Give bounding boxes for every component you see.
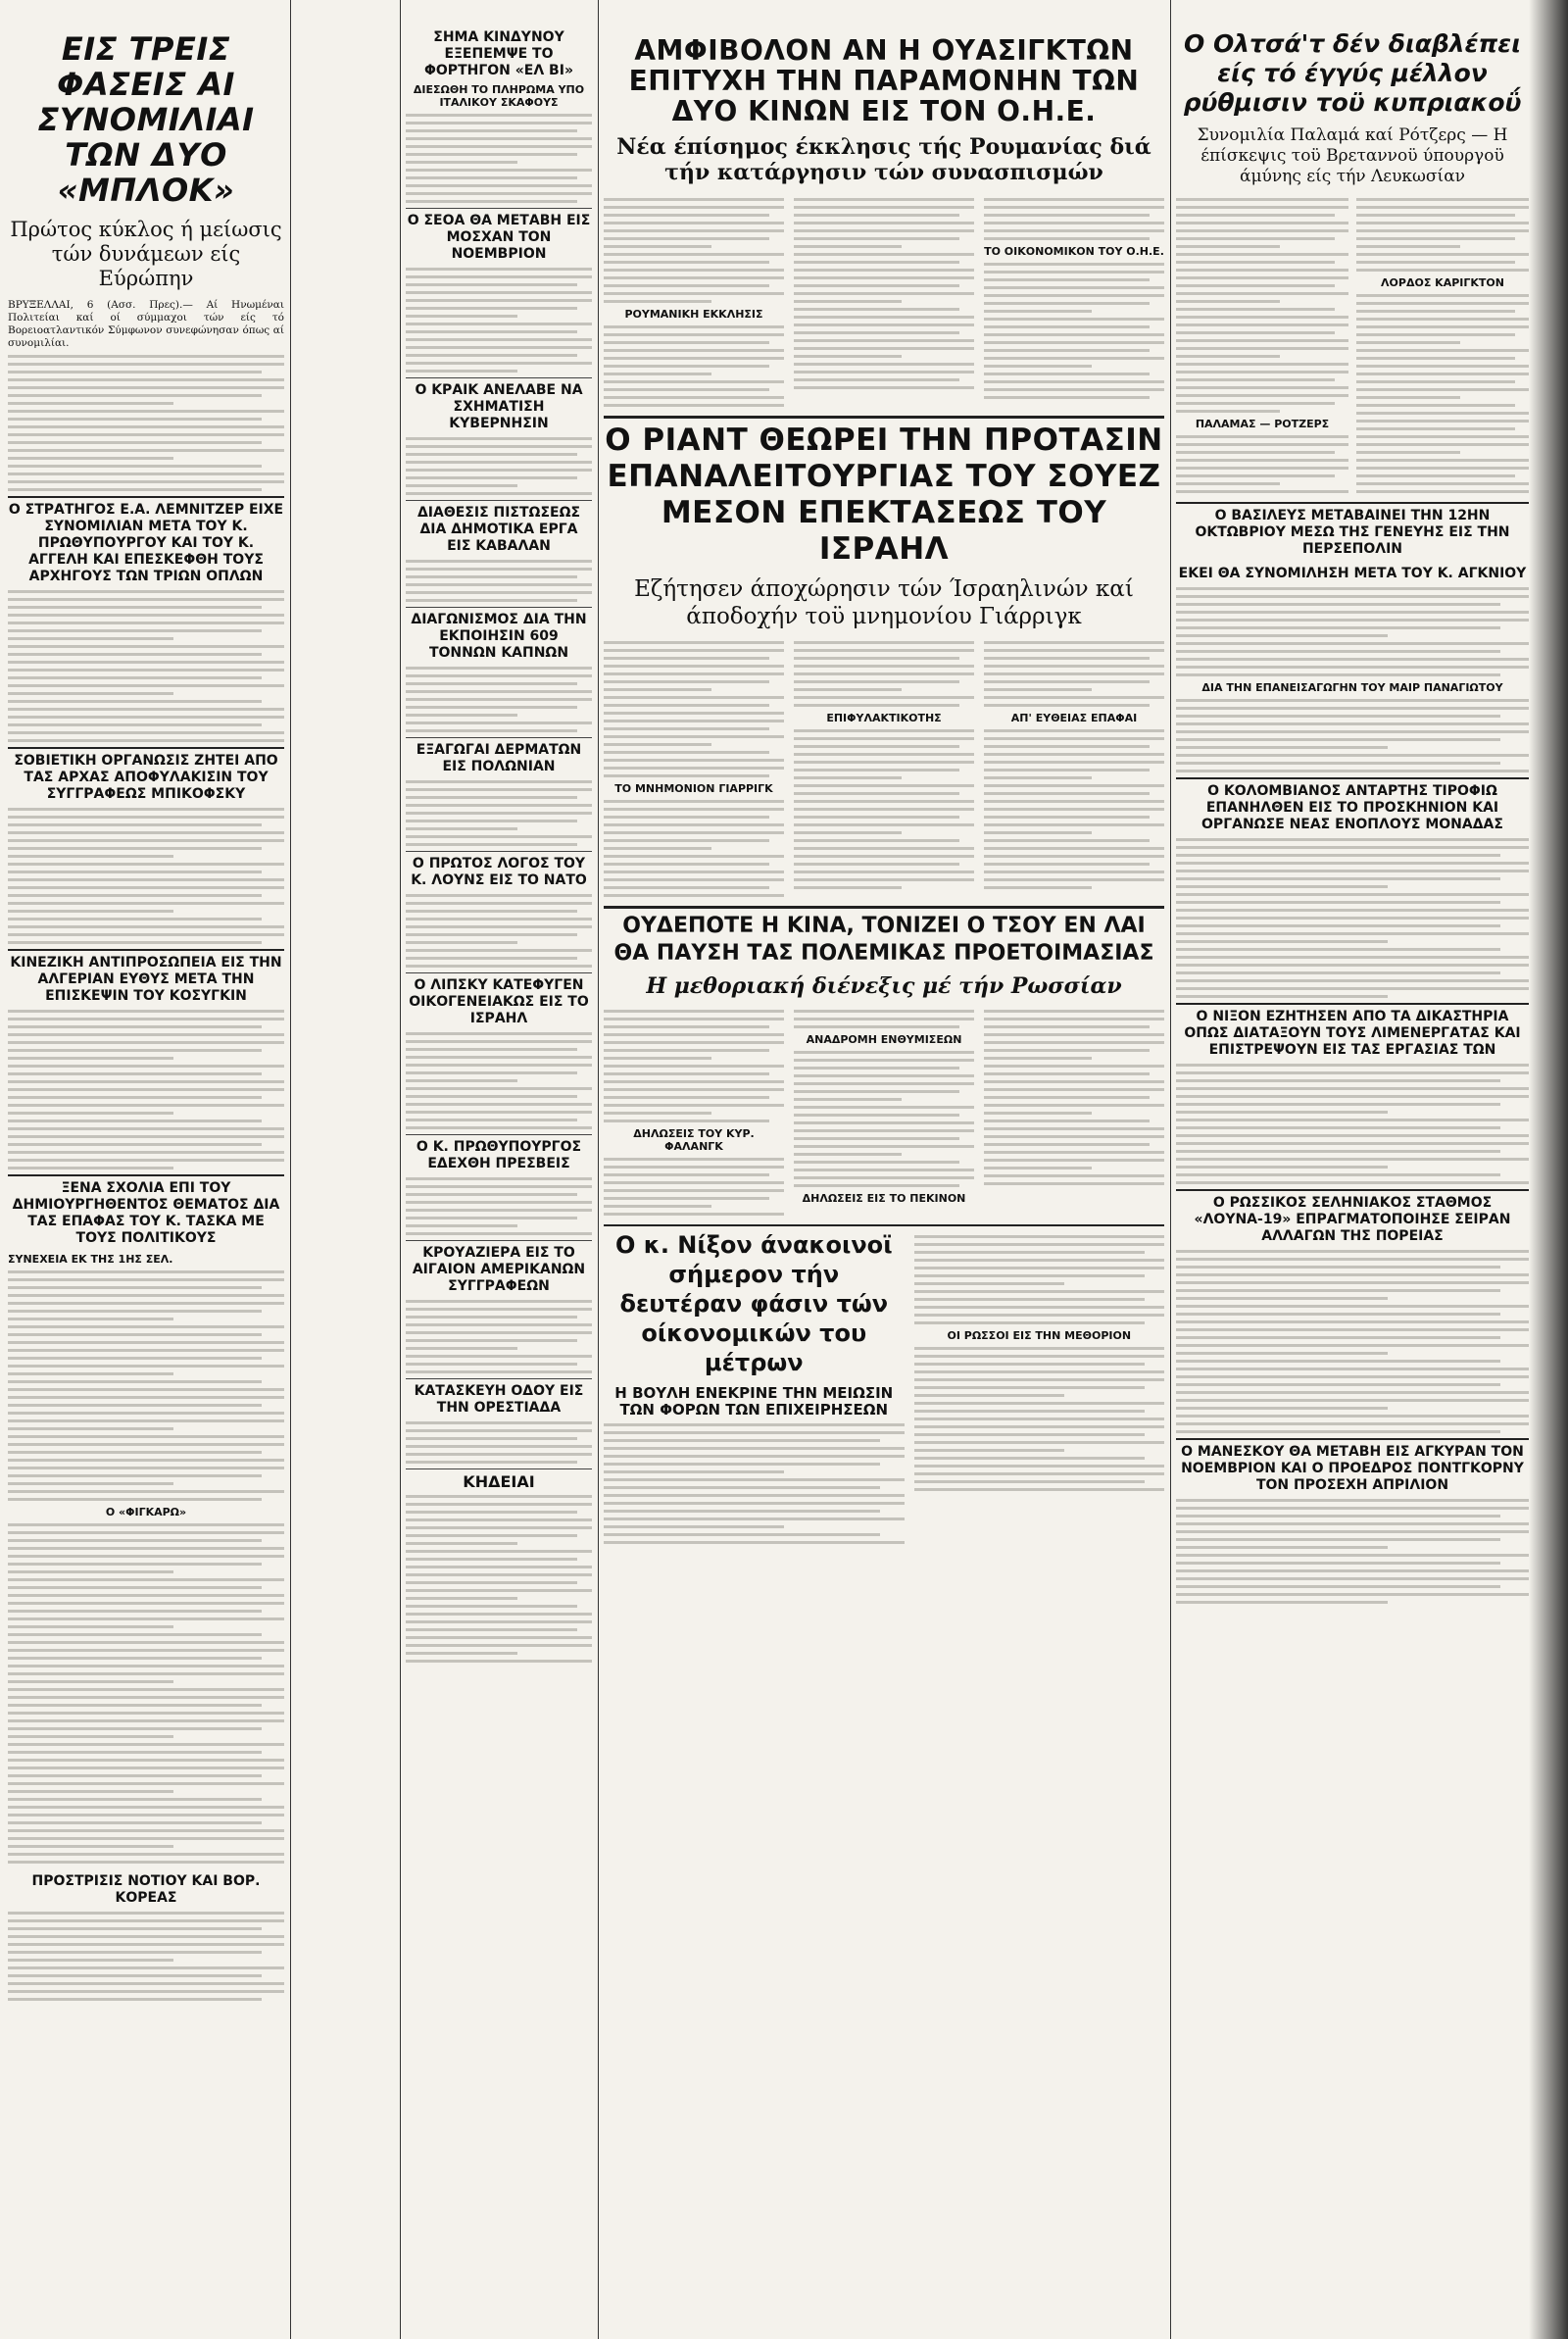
center-sub-peking: ΔΗΛΩΣΕΙΣ ΕΙΣ ΤΟ ΠΕΚΙΝΟΝ	[802, 1192, 966, 1205]
col1-heading-china-algeria: ΚΙΝΕΖΙΚΗ ΑΝΤΙΠΡΟΣΩΠΕΙΑ ΕΙΣ ΤΗΝ ΑΛΓΕΡΙΑΝ ΕΥΘΥΣ ΜΕΤΑ ΤΗΝ ΕΠΙΣΚΕΨΙΝ ΤΟΥ ΚΟΣΥΓΚΙΝ	[10, 955, 282, 1004]
col1-heading-soviet: ΣΟΒΙΕΤΙΚΗ ΟΡΓΑΝΩΣΙΣ ΖΗΤΕΙ ΑΠΟ ΤΑΣ ΑΡΧΑΣ ΑΠΟΦΥΛΑΚΙΣΙΝ ΤΟΥ ΣΥΓΓΡΑΦΕΩΣ ΜΠΙΚΟΦΣΚΥ	[14, 753, 278, 802]
text-block	[8, 590, 284, 742]
text-block	[8, 1912, 284, 2001]
figaro-label: Ο «ΦΙΓΚΑΡΩ»	[105, 1506, 187, 1518]
text-block	[8, 1523, 284, 1864]
center-nixon-headline: Ο κ. Νίξον άνακοινοϊ σήμερον τήν δευτέραν φάσιν τών οίκονομικών του μέτρων	[615, 1231, 893, 1376]
text-block	[406, 560, 592, 602]
divider	[8, 949, 284, 951]
col2-heading-kraik: Ο ΚΡΑΙΚ ΑΝΕΛΑΒΕ ΝΑ ΣΧΗΜΑΤΙΣΗ ΚΥΒΕΡΝΗΣΙΝ	[415, 382, 583, 431]
text-block	[604, 325, 784, 407]
text-block	[794, 1051, 974, 1187]
column-rule	[598, 0, 599, 2339]
center-sub-russians-border: ΟΙ ΡΩΣΣΟΙ ΕΙΣ ΤΗΝ ΜΕΘΟΡΙΟΝ	[947, 1329, 1132, 1342]
text-block	[406, 1300, 592, 1373]
center-banner-china: ΟΥΔΕΠΟΤΕ Η ΚΙΝΑ, ΤΟΝΙΖΕΙ Ο ΤΣΟΥ ΕΝ ΛΑΙ ΘΑ ΠΑΥΣΗ ΤΑΣ ΠΟΛΕΜΙΚΑΣ ΠΡΟΕΤΟΙΜΑΣΙΑΣ	[613, 914, 1154, 966]
column-3	[406, 0, 592, 2339]
right-heading-colombia: Ο ΚΟΛΟΜΒΙΑΝΟΣ ΑΝΤΑΡΤΗΣ ΤΙΡΟΦΙΩ ΕΠΑΝΗΛΘΕΝ ΕΙΣ ΤΟ ΠΡΟΣΚΗΝΙΟΝ ΚΑΙ ΟΡΓΑΝΩΣΕ ΝΕΑΣ ΕΝΟΠΛΟΥΣ ΜΟΝΑΔΑΣ	[1201, 783, 1503, 832]
right-sub-carrington: ΛΟΡΔΟΣ ΚΑΡΙΓΚΤΟΝ	[1381, 276, 1504, 289]
text-block	[914, 1347, 1164, 1491]
divider	[1176, 1438, 1529, 1440]
center-sub-romanian-appeal: ΡΟΥΜΑΝΙΚΗ ΕΚΚΛΗΣΙΣ	[624, 308, 763, 321]
center-banner-riad-sub: Εζήτησεν άποχώρησιν τών Ίσραηλινών καί άποδοχήν τοϋ μνημονίου Γιάρριγκ	[634, 576, 1134, 629]
column-2	[296, 0, 394, 2339]
col2-heading-seoa: Ο ΣΕΟΑ ΘΑ ΜΕΤΑΒΗ ΕΙΣ ΜΟΣΧΑΝ ΤΟΝ ΝΟΕΜΒΡΙΟΝ	[407, 213, 591, 262]
right-heading-dockers: Ο ΝΙΞΟΝ ΕΖΗΤΗΣΕΝ ΑΠΟ ΤΑ ΔΙΚΑΣΤΗΡΙΑ ΟΠΩΣ ΔΙΑΤΑΞΟΥΝ ΤΟΥΣ ΛΙΜΕΝΕΡΓΑΤΑΣ ΚΑΙ ΕΠΙΣΤΡΕΨΟΥΝ ΕΙΣ ΤΑΣ ΕΡΓΑΣΙΑΣ ΤΩΝ	[1184, 1009, 1521, 1058]
text-block	[794, 198, 974, 389]
text-block	[604, 800, 784, 897]
col2-heading-distress: ΣΗΜΑ ΚΙΝΔΥΝΟΥ ΕΞΕΠΕΜΨΕ ΤΟ ΦΟΡΤΗΓΟΝ «ΕΛ ΒΙ»	[424, 29, 573, 78]
center-sub-memorandum: ΤΟ ΜΝΗΜΟΝΙΟΝ ΓΙΑΡΡΙΓΚ	[614, 782, 773, 795]
col1-heading-lemnitzer: Ο ΣΤΡΑΤΗΓΟΣ Ε.Α. ΛΕΜΝΙΤΖΕΡ ΕΙΧΕ ΣΥΝΟΜΙΛΙΑΝ ΜΕΤΑ ΤΟΥ Κ. ΠΡΩΘΥΠΟΥΡΓΟΥ ΚΑΙ ΤΟΥ Κ. ΑΓΓΕΛΗ ΚΑΙ ΕΠΕΣΚΕΦΘΗ ΤΟΥΣ ΑΡΧΗΓΟΥΣ ΤΩΝ ΤΡΙΩΝ ΟΠΛΩΝ	[8, 502, 284, 584]
center-sub-un-finances: ΤΟ ΟΙΚΟΝΟΜΙΚΟΝ ΤΟΥ Ο.Η.Ε.	[984, 245, 1164, 258]
text-block	[8, 1010, 284, 1170]
center-banner-china-sub: Η μεθοριακή διένεξις μέ τήν Ρωσσίαν	[646, 973, 1122, 999]
column-rule	[1170, 0, 1171, 2339]
col1-heading-foreign-comments: ΞΕΝΑ ΣΧΟΛΙΑ ΕΠΙ ΤΟΥ ΔΗΜΙΟΥΡΓΗΘΕΝΤΟΣ ΘΕΜΑΤΟΣ ΔΙΑ ΤΑΣ ΕΠΑΦΑΣ ΤΟΥ Κ. ΤΑΣΚΑ ΜΕ ΤΟΥΣ ΠΟΛΙΤΙΚΟΥΣ	[12, 1180, 280, 1246]
center-banner-riad: Ο ΡΙΑΝΤ ΘΕΩΡΕΙ ΤΗΝ ΠΡΟΤΑΣΙΝ ΕΠΑΝΑΛΕΙΤΟΥΡΓΙΑΣ ΤΟΥ ΣΟΥΕΖ ΜΕΣΟΝ ΕΠΕΚΤΑΣΕΩΣ ΤΟΥ ΙΣΡΑΗΛ	[605, 423, 1163, 567]
right-heading-luna19: Ο ΡΩΣΣΙΚΟΣ ΣΕΛΗΝΙΑΚΟΣ ΣΤΑΘΜΟΣ «ΛΟΥΝΑ-19» ΕΠΡΑΓΜΑΤΟΠΟΙΗΣΕ ΣΕΙΡΑΝ ΑΛΛΑΓΩΝ ΤΗΣ ΠΟΡΕΙΑΣ	[1194, 1195, 1511, 1244]
col1-heading-korea: ΠΡΟΣΤΡΙΣΙΣ ΝΟΤΙΟΥ ΚΑΙ ΒΟΡ. ΚΟΡΕΑΣ	[31, 1873, 261, 1906]
continuation-label: ΣΥΝΕΧΕΙΑ ΕΚ ΤΗΣ 1ΗΣ ΣΕΛ.	[8, 1253, 173, 1266]
text-block	[1176, 587, 1529, 676]
center-headline: ΑΜΦΙΒΟΛΟΝ ΑΝ Η ΟΥΑΣΙΓΚΤΩΝ ΕΠΙΤΥΧΗ ΤΗΝ ΠΑΡΑΜΟΝΗΝ ΤΩΝ ΔΥΟ ΚΙΝΩΝ ΕΙΣ ΤΟΝ Ο.Η.Ε.	[628, 34, 1140, 127]
right-sub-palamas: ΠΑΛΑΜΑΣ — ΡΟΤΖΕΡΣ	[1195, 418, 1330, 430]
col2-heading-leather: ΕΞΑΓΩΓΑΙ ΔΕΡΜΑΤΩΝ ΕΙΣ ΠΟΛΩΝΙΑΝ	[416, 742, 582, 774]
col2-heading-kavala: ΔΙΑΘΕΣΙΣ ΠΙΣΤΩΣΕΩΣ ΔΙΑ ΔΗΜΟΤΙΚΑ ΕΡΓΑ ΕΙΣ ΚΑΒΑΛΑΝ	[416, 505, 581, 554]
text-block	[794, 641, 974, 707]
col2-heading-pm-ambassadors: Ο Κ. ΠΡΩΘΥΠΟΥΡΓΟΣ ΕΔΕΧΘΗ ΠΡΕΣΒΕΙΣ	[416, 1139, 582, 1171]
text-block	[794, 1010, 974, 1028]
col2-heading-cruise: ΚΡΟΥΑΖΙΕΡΑ ΕΙΣ ΤΟ ΑΙΓΑΙΟΝ ΑΜΕΡΙΚΑΝΩΝ ΣΥΓΓΡΑΦΕΩΝ	[412, 1245, 586, 1294]
col1-subheadline: Πρώτος κύκλος ή μείωσις τών δυνάμεων είς Εύρώπην	[10, 218, 282, 290]
center-sub-falang: ΔΗΛΩΣΕΙΣ ΤΟΥ ΚΥΡ. ΦΑΛΑΝΓΚ	[633, 1127, 755, 1153]
col2-heading-funerals: ΚΗΔΕΙΑΙ	[463, 1472, 535, 1491]
divider	[8, 747, 284, 749]
center-sub-memories: ΑΝΑΔΡΟΜΗ ΕΝΘΥΜΙΣΕΩΝ	[806, 1033, 962, 1046]
text-block	[604, 198, 784, 303]
col2-heading-luns: Ο ΠΡΩΤΟΣ ΛΟΓΟΣ ΤΟΥ Κ. ΛΟΥΝΣ ΕΙΣ ΤΟ ΝΑΤΟ	[411, 856, 587, 888]
divider	[1176, 502, 1529, 504]
right-sub-panagiotou: ΔΙΑ ΤΗΝ ΕΠΑΝΕΙΣΑΓΩΓΗΝ ΤΟΥ ΜΑΙΡ ΠΑΝΑΓΙΩΤΟΥ	[1201, 681, 1503, 694]
text-block	[406, 894, 592, 968]
page-edge-shadow	[1529, 0, 1568, 2339]
right-subheadline: Συνομιλία Παλαμά καί Ρότζερς — Η έπίσκεψις τοϋ Βρεταννοϋ ύπουργοϋ άμύνης είς τήν Λευκωσίαν	[1197, 125, 1508, 186]
col1-dateline: ΒΡΥΞΕΛΛΑΙ, 6 (Ασσ. Πρες).— Αί Ηνωμέναι Πολιτείαι καί οί σύμμαχοι τών είς τό Βορειοατλαντικόν Σύμφωνον συνεφώνησαν όπως αί συνομιλίαι.	[8, 299, 284, 349]
text-block	[1356, 294, 1529, 493]
text-block	[604, 641, 784, 777]
text-block	[794, 729, 974, 889]
text-block	[406, 114, 592, 203]
text-block	[406, 1177, 592, 1235]
text-block	[984, 263, 1164, 399]
text-block	[604, 1010, 784, 1122]
col2-heading-tobacco: ΔΙΑΓΩΝΙΣΜΟΣ ΔΙΑ ΤΗΝ ΕΚΠΟΙΗΣΙΝ 609 ΤΟΝΝΩΝ ΚΑΠΝΩΝ	[411, 612, 587, 661]
text-block	[406, 1495, 592, 1663]
column-rule	[400, 0, 401, 2339]
center-subheadline: Νέα έπίσημος έκκλησις τής Ρουμανίας διά τήν κατάργησιν τών συνασπισμών	[616, 134, 1152, 185]
text-block	[1176, 435, 1348, 493]
text-block	[406, 1421, 592, 1464]
text-block	[8, 808, 284, 944]
center-nixon-sub: Η ΒΟΥΛΗ ΕΝΕΚΡΙΝΕ ΤΗΝ ΜΕΙΩΣΙΝ ΤΩΝ ΦΟΡΩΝ ΤΩΝ ΕΠΙΧΕΙΡΗΣΕΩΝ	[614, 1384, 894, 1418]
text-block	[1176, 838, 1529, 998]
center-sub-caution: ΕΠΙΦΥΛΑΚΤΙΚΟΤΗΣ	[826, 712, 942, 724]
right-headline: Ο Ολτσά'τ δέν διαβλέπει είς τό έγγύς μέλλον ρύθμισιν τοϋ κυπριακοΰ	[1183, 29, 1522, 117]
text-block	[604, 1423, 905, 1544]
right-heading-king: Ο ΒΑΣΙΛΕΥΣ ΜΕΤΑΒΑΙΝΕΙ ΤΗΝ 12ΗΝ ΟΚΤΩΒΡΙΟΥ ΜΕΣΩ ΤΗΣ ΓΕΝΕΥΗΣ ΕΙΣ ΤΗΝ ΠΕΡΣΕΠΟΛΙΝ	[1195, 508, 1510, 557]
col2-heading-lipsky: Ο ΛΙΠΣΚΥ ΚΑΤΕΦΥΓΕΝ ΟΙΚΟΓΕΝΕΙΑΚΩΣ ΕΙΣ ΤΟ ΙΣΡΑΗΛ	[409, 977, 589, 1026]
center-section	[604, 0, 1164, 2339]
divider	[8, 1174, 284, 1176]
right-heading-agnew: ΕΚΕΙ ΘΑ ΣΥΝΟΜΙΛΗΣΗ ΜΕΤΑ ΤΟΥ Κ. ΑΓΚΝΙΟΥ	[1178, 566, 1527, 581]
column-right	[1176, 0, 1529, 2339]
text-block	[406, 667, 592, 732]
divider	[1176, 777, 1529, 779]
col1-headline: ΕΙΣ ΤΡΕΙΣ ΦΑΣΕΙΣ ΑΙ ΣΥΝΟΜΙΛΙΑΙ ΤΩΝ ΔΥΟ «ΜΠΛΟΚ»	[37, 30, 255, 209]
text-block	[984, 641, 1164, 707]
text-block	[984, 1010, 1164, 1185]
text-block	[604, 1158, 784, 1216]
text-block	[406, 1032, 592, 1129]
text-block	[8, 1270, 284, 1501]
text-block	[1176, 1499, 1529, 1604]
divider	[604, 1224, 1164, 1226]
col2-heading-road: ΚΑΤΑΣΚΕΥΗ ΟΔΟΥ ΕΙΣ ΤΗΝ ΟΡΕΣΤΙΑΔΑ	[414, 1383, 584, 1416]
center-sub-direct-contacts: ΑΠ' ΕΥΘΕΙΑΣ ΕΠΑΦΑΙ	[1010, 712, 1138, 724]
divider	[604, 906, 1164, 909]
text-block	[1176, 699, 1529, 772]
text-block	[1176, 1064, 1529, 1184]
column-rule	[290, 0, 291, 2339]
col2-subheading-crew: ΔΙΕΣΩΘΗ ΤΟ ΠΛΗΡΩΜΑ ΥΠΟ ΙΤΑΛΙΚΟΥ ΣΚΑΦΟΥΣ	[413, 83, 585, 109]
divider	[8, 496, 284, 498]
divider	[1176, 1189, 1529, 1191]
text-block	[406, 780, 592, 846]
divider	[604, 416, 1164, 419]
text-block	[406, 268, 592, 373]
text-block	[8, 355, 284, 491]
text-block	[1176, 1250, 1529, 1433]
column-1	[8, 0, 284, 2339]
text-block	[1176, 198, 1348, 413]
right-heading-manescu: Ο ΜΑΝΕΣΚΟΥ ΘΑ ΜΕΤΑΒΗ ΕΙΣ ΑΓΚΥΡΑΝ ΤΟΝ ΝΟΕΜΒΡΙΟΝ ΚΑΙ Ο ΠΡΟΕΔΡΟΣ ΠΟΝΤΓΚΟΡΝΥ ΤΟΝ ΠΡΟΣΕΧΗ ΑΠΡΙΛΙΟΝ	[1181, 1444, 1524, 1493]
divider	[1176, 1003, 1529, 1005]
text-block	[406, 437, 592, 495]
text-block	[984, 729, 1164, 889]
text-block	[914, 1235, 1164, 1324]
text-block	[984, 198, 1164, 240]
text-block	[1356, 198, 1529, 272]
